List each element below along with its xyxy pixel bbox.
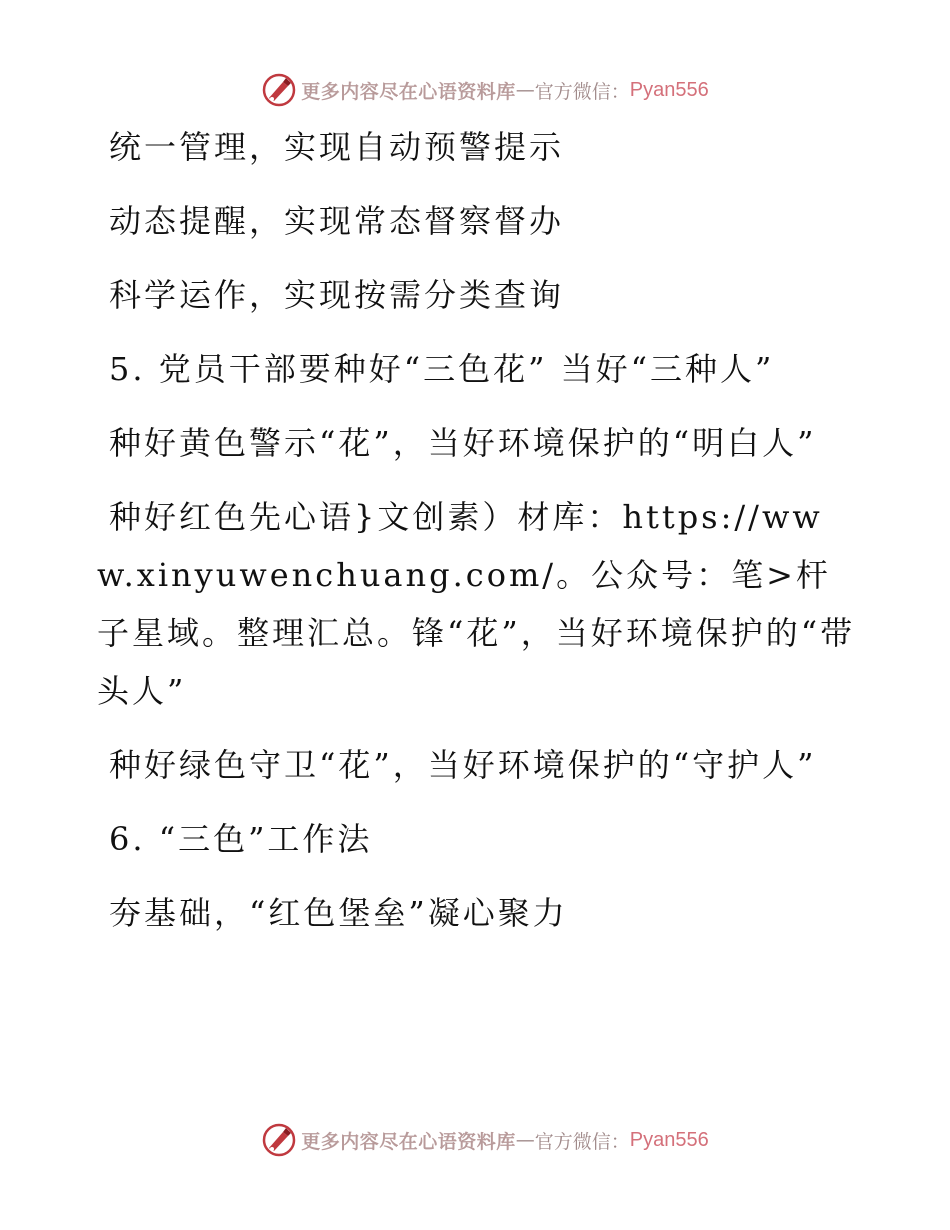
footer-site-text: 更多内容尽在心语资料库	[301, 1130, 516, 1153]
header-wechat-label: 官方微信：	[534, 80, 630, 103]
header-banner	[0, 68, 950, 112]
paragraph: 科学运作，实现按需分类查询	[109, 276, 565, 314]
paragraph: 动态提醒，实现常态督察督办	[109, 202, 565, 240]
footer-wechat-id: Pyan556	[629, 1128, 709, 1151]
header-site-text: 更多内容尽在心语资料库	[301, 80, 516, 103]
footer-banner	[0, 1118, 950, 1162]
section-heading: 6. “三色”工作法	[109, 820, 373, 858]
paragraph: 种好黄色警示“花”，当好环境保护的“明白人”	[109, 424, 817, 462]
paragraph: 种好绿色守卫“花”，当好环境保护的“守护人”	[109, 746, 817, 784]
paragraph: 夯基础，“红色堡垒”凝心聚力	[109, 894, 568, 932]
section-heading: 5. 党员干部要种好“三色花” 当好“三种人”	[109, 350, 775, 388]
paragraph: 统一管理，实现自动预警提示	[109, 128, 565, 166]
header-wechat-id: Pyan556	[629, 78, 709, 101]
pen-logo-icon	[261, 72, 297, 108]
footer-banner-content	[261, 1122, 709, 1158]
header-banner-content	[261, 72, 709, 108]
footer-separator: —	[515, 1129, 535, 1151]
document-body	[97, 118, 857, 958]
paragraph: 种好红色先心语}文创素）材库：https://www.xinyuwenchuang.com/。公众号：笔>杆子星域。整理汇总。锋“花”，当好环境保护的“带头人”	[97, 498, 856, 710]
pen-logo-icon	[261, 1122, 297, 1158]
header-separator: —	[515, 79, 535, 101]
footer-wechat-label: 官方微信：	[534, 1130, 630, 1153]
